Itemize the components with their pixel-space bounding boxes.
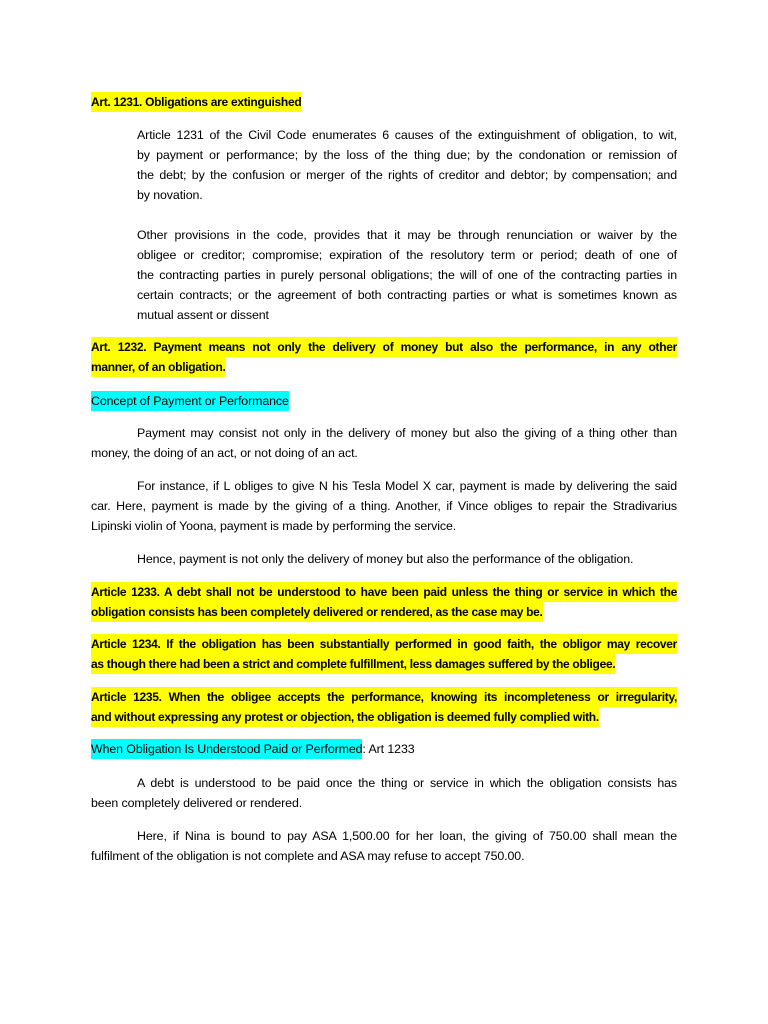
paragraph-line: money, the doing of an act, or not doing of an act. — [91, 446, 358, 460]
paragraph-line: certain contracts; or the agreement of both contracting parties or what is sometimes known as — [137, 288, 677, 302]
paragraph-line: the contracting parties in purely personal obligations; the will of one of the contracting parties in — [137, 268, 677, 282]
article-line: Article 1234. If the obligation has been substantially performed in good faith, the obligor may recover — [91, 634, 677, 654]
concept-heading — [91, 391, 677, 411]
article-line: Article 1235. When the obligee accepts the performance, knowing its incompleteness or irregularity, — [91, 687, 677, 707]
art-1231-heading — [91, 92, 677, 112]
paragraph-line: Here, if Nina is bound to pay ASA 1,500.00 for her loan, the giving of 750.00 shall mean the — [137, 829, 677, 843]
art-1235-text — [91, 687, 677, 727]
paragraph-line: Lipinski violin of Yoona, payment is made by performing the service. — [91, 519, 457, 533]
concept-paragraph-example — [91, 476, 677, 536]
paragraph-line: the debt; by the confusion or merger of the rights of creditor and debtor; by compensation; and — [137, 168, 677, 182]
paragraph-line: Other provisions in the code, provides that it may be through renunciation or waiver by the — [137, 228, 677, 242]
art-1231-paragraph-causes — [137, 125, 677, 205]
paragraph-line: obligee or creditor; compromise; expiration of the resolutory term or period; death of one of — [137, 248, 677, 262]
art-1234-text — [91, 634, 677, 674]
paragraph-line: Hence, payment is not only the delivery of money but also the performance of the obligation. — [137, 552, 634, 566]
understood-paragraph-example — [91, 826, 677, 866]
article-line: and without expressing any protest or objection, the obligation is deemed fully complied with. — [91, 707, 599, 727]
article-line: manner, of an obligation. — [91, 357, 226, 377]
paragraph-line: Article 1231 of the Civil Code enumerates 6 causes of the extinguishment of obligation, to wit, — [137, 128, 677, 142]
concept-paragraph-payment — [91, 423, 677, 463]
paragraph-line: fulfilment of the obligation is not complete and ASA may refuse to accept 750.00. — [91, 849, 525, 863]
paragraph-line: been completely delivered or rendered. — [91, 796, 303, 810]
concept-paragraph-conclusion — [91, 549, 677, 569]
art-1233-text — [91, 582, 677, 622]
paragraph-line: For instance, if L obliges to give N his Tesla Model X car, payment is made by delivering the said — [137, 479, 677, 493]
understood-heading-highlight: When Obligation Is Understood Paid or Performed — [91, 739, 362, 759]
article-line: Art. 1232. Payment means not only the delivery of money but also the performance, in any other — [91, 337, 677, 357]
art-1232-text — [91, 337, 677, 377]
paragraph-line: Payment may consist not only in the delivery of money but also the giving of a thing other than — [137, 426, 677, 440]
paragraph-line: A debt is understood to be paid once the thing or service in which the obligation consists has — [137, 776, 677, 790]
article-line: as though there had been a strict and complete fulfillment, less damages suffered by the obligee. — [91, 654, 615, 674]
art-1231-paragraph-other-provisions — [137, 225, 677, 325]
art-1231-heading-text: Art. 1231. Obligations are extinguished — [91, 92, 301, 112]
paragraph-line: by payment or performance; by the loss of the thing due; by the condonation or remission of — [137, 148, 677, 162]
understood-paragraph-rule — [91, 773, 677, 813]
understood-heading — [91, 739, 677, 759]
paragraph-line: car. Here, payment is made by the giving of a thing. Another, if Vince obliges to repair the Stradivarius — [91, 499, 677, 513]
article-line: Article 1233. A debt shall not be understood to have been paid unless the thing or service in which the — [91, 582, 677, 602]
paragraph-line: by novation. — [137, 188, 203, 202]
understood-heading-reference: : Art 1233 — [362, 742, 415, 756]
concept-heading-text: Concept of Payment or Performance — [91, 391, 289, 411]
paragraph-line: mutual assent or dissent — [137, 308, 269, 322]
article-line: obligation consists has been completely delivered or rendered, as the case may be. — [91, 602, 543, 622]
